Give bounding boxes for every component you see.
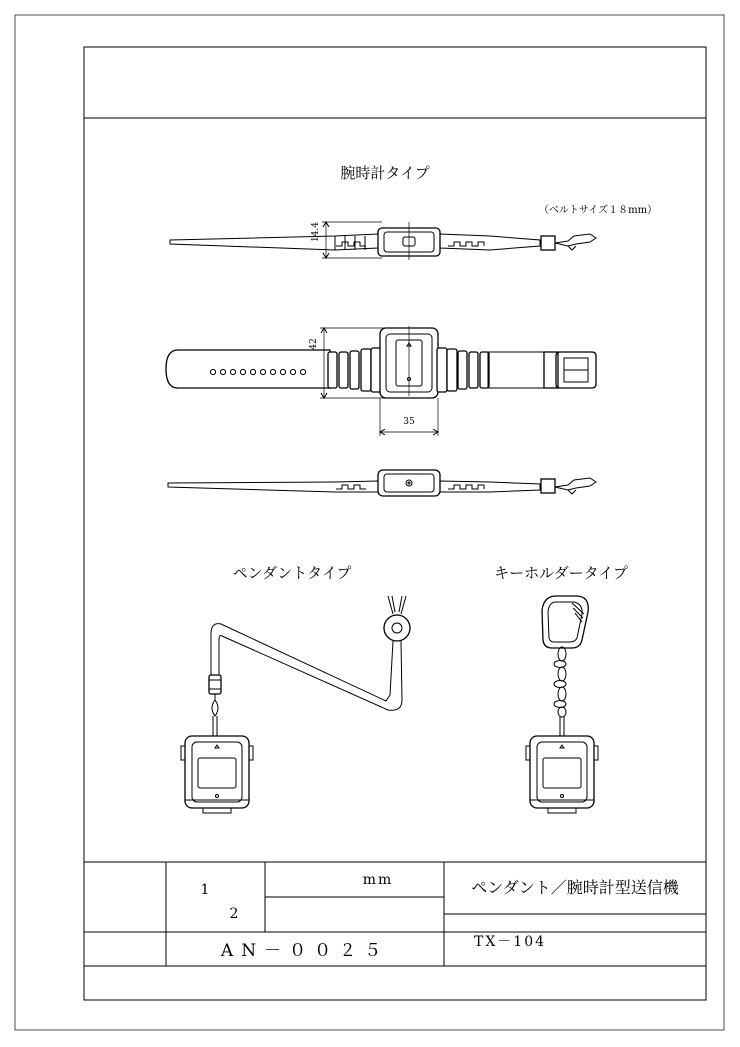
belt-size-note: （ベルトサイズ１８mm）: [538, 205, 658, 216]
pendant-type-title: ペンダントタイプ: [232, 564, 352, 582]
scale-numerator: 1: [200, 882, 212, 898]
drawing-frame: [84, 47, 706, 1000]
watch-front-view: [166, 326, 596, 436]
watch-side-view-bottom: [168, 470, 596, 496]
scale-denominator: 2: [229, 906, 241, 922]
watch-side-view-top: [170, 222, 596, 260]
product-name: ペンダント／腕時計型送信機: [471, 878, 679, 897]
drawing-number: AN－００２５: [220, 941, 390, 961]
model-number: TX－104: [473, 934, 547, 950]
keyholder-type-title: キーホルダータイプ: [494, 564, 628, 582]
pendant-drawing: [181, 596, 410, 813]
keyholder-drawing: [526, 596, 598, 813]
dimension-35: 35: [403, 417, 415, 427]
dimension-42: 42: [309, 338, 319, 350]
wristwatch-type-title: 腕時計タイプ: [340, 164, 430, 182]
unit-label: mm: [362, 872, 394, 888]
dimension-14-4: 14.4: [311, 222, 321, 243]
